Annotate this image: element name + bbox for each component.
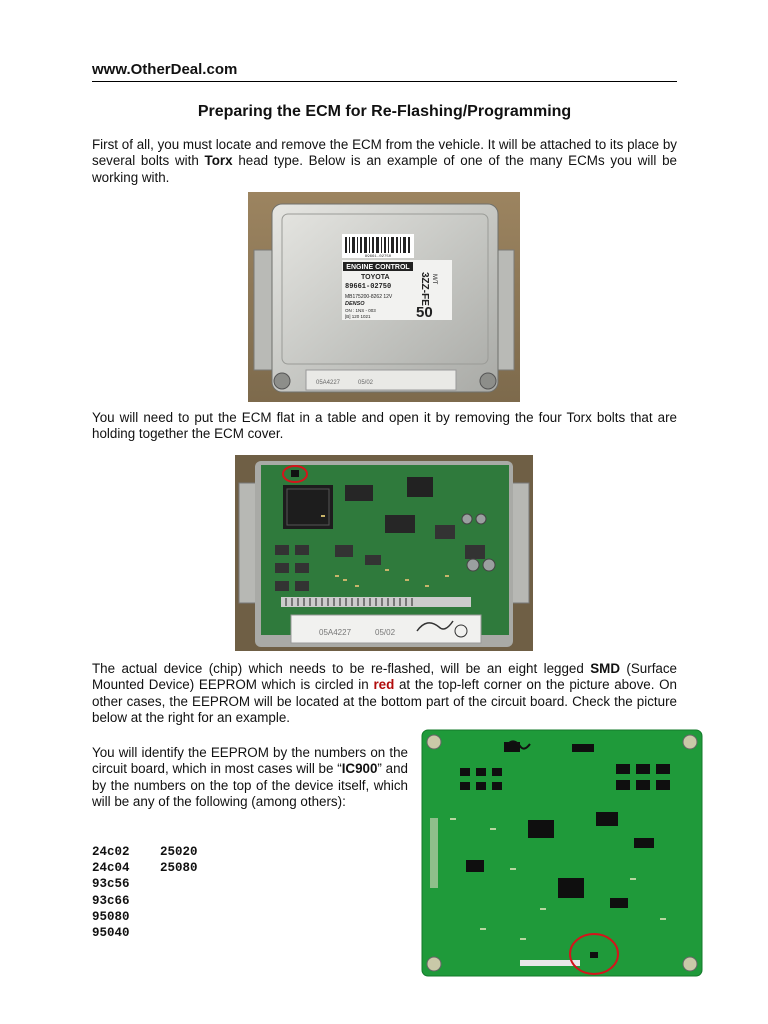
identify-paragraph <box>92 745 408 811</box>
code-item: 93c66 <box>92 893 130 908</box>
identify-text-a: You will identify the EEPROM by the numbers on the circuit board, which in most cases will be “ <box>92 745 408 777</box>
intro-text-c: head type. Below is an example of one of the many ECMs you will be working with. <box>92 153 677 185</box>
code-row <box>92 925 198 941</box>
smd-text-a: The actual device (chip) which needs to be re-flashed, will be an eight legged <box>92 661 591 676</box>
ecm-housing-illustration <box>248 192 520 402</box>
label-line7: [B] 120 1021 <box>345 314 371 319</box>
label-line5: DENSO <box>345 301 365 307</box>
code-row <box>92 876 198 892</box>
sticker-right-text: 05/02 <box>375 628 396 637</box>
label-number: 50 <box>416 304 433 321</box>
site-header-url: www.OtherDeal.com <box>92 61 238 78</box>
ecm-housing-photo <box>248 192 520 402</box>
label-line2: TOYOTA <box>361 274 390 281</box>
trans-code: M/T <box>431 274 437 285</box>
smd-text-c: (Surface Mounted Device) EEPROM which is circled in <box>92 661 678 693</box>
ecm-board-photo <box>235 455 533 651</box>
ecm-board-illustration <box>235 455 533 651</box>
page-title: Preparing the ECM for Re-Flashing/Programming <box>197 103 572 120</box>
label-line3: 89661-02750 <box>345 283 392 291</box>
code-item: 24c02 <box>92 845 130 859</box>
label-line6: ON : 1NS - 003 <box>345 308 376 313</box>
smd-term: SMD <box>590 661 620 676</box>
code-row <box>92 893 198 909</box>
code-item: 95040 <box>92 926 130 941</box>
label-line4: MB175200-8262 12V <box>345 294 393 300</box>
intro-paragraph <box>92 137 677 186</box>
torx-term: Torx <box>204 153 233 169</box>
smd-text-e: at the top-left corner on the picture above. On other cases, the EEPROM will be located at the bottom part of the circuit board. Check the picture below at the right for an example. <box>92 677 677 726</box>
identify-text-c: ” and by the numbers on the top of the device itself, which will be any of the following (among others): <box>92 761 408 810</box>
bottom-right-text: 05/02 <box>358 380 374 386</box>
code-row <box>92 860 198 876</box>
code-row <box>92 909 198 925</box>
bottom-left-text: 05A4227 <box>316 380 341 386</box>
red-word: red <box>373 677 395 693</box>
ic900-term: IC900 <box>341 761 378 777</box>
code-item: 24c04 <box>92 861 130 876</box>
code-item: 25080 <box>160 861 198 876</box>
green-pcb-illustration <box>420 728 704 978</box>
engine-code: 3ZZ-FE <box>419 272 430 306</box>
code-item: 95080 <box>92 909 130 924</box>
code-item: 93c56 <box>92 877 130 892</box>
header-rule <box>92 81 677 82</box>
label-line1: ENGINE CONTROL <box>346 264 410 271</box>
open-ecm-paragraph: You will need to put the ECM flat in a table and open it by removing the four Torx bolts that are holding together the ECM cover. <box>92 410 677 442</box>
intro-text-a: First of all, you must locate and remove the ECM from the vehicle. It will be attached to its place by several bolts with <box>92 137 677 169</box>
code-row <box>92 844 198 860</box>
green-pcb-photo <box>420 728 704 978</box>
sticker-left-text: 05A4227 <box>319 628 352 637</box>
eeprom-code-list <box>92 844 198 941</box>
barcode-text: 89661-02750 <box>364 255 392 259</box>
code-item: 25020 <box>160 845 198 859</box>
smd-paragraph <box>92 661 677 727</box>
